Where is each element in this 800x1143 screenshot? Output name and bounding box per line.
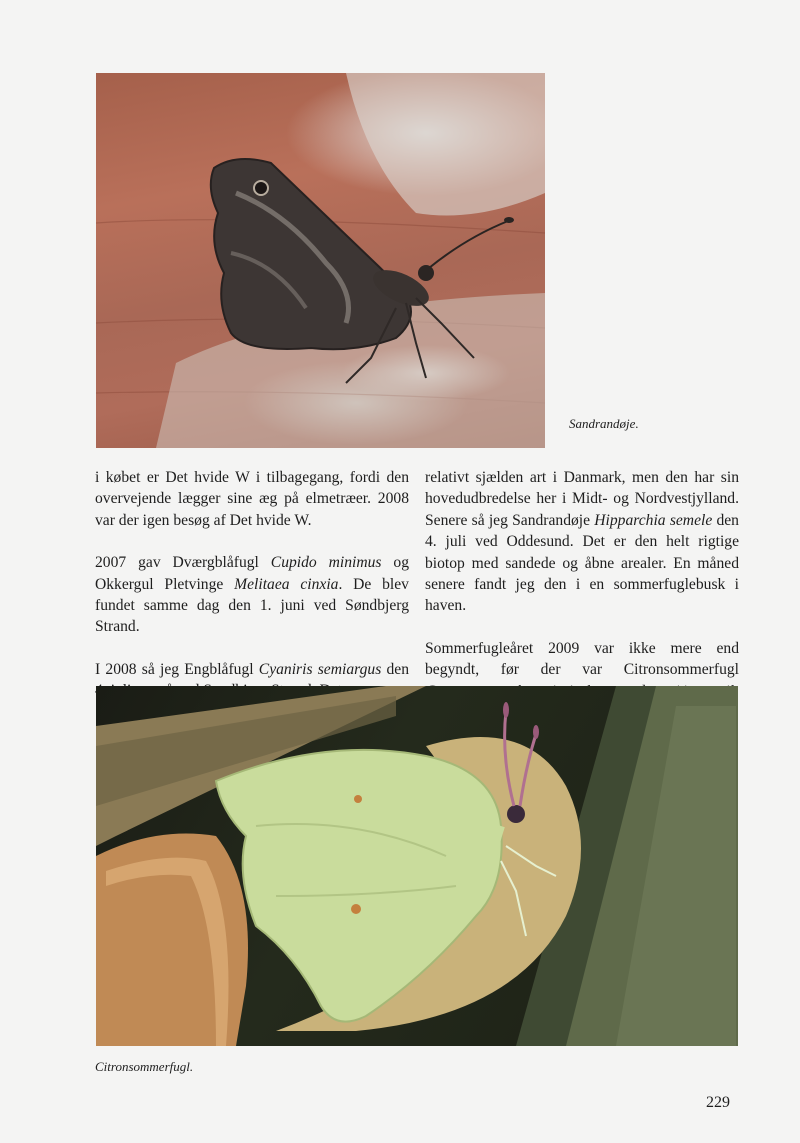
species-name: Melitaea cinxia [234, 575, 339, 593]
brimstone-photo [96, 686, 738, 1046]
grayling-photo [96, 73, 545, 448]
species-name: Cupido minimus [270, 554, 382, 572]
brimstone-caption: Citronsommerfugl. [95, 1059, 194, 1074]
paragraph [95, 552, 409, 638]
species-name: Cyaniris semiargus [258, 660, 382, 678]
grayling-caption: Sandrandøje. [569, 416, 639, 431]
text: Sommerfugleåret 2009 var ikke mere end begyndt, før der var Citronsommerfugl [425, 639, 739, 679]
brimstone-illustration [96, 686, 738, 1046]
species-name: Hipparchia semele [594, 511, 713, 529]
text: og Okkergul Pletvinge [95, 554, 409, 593]
grayling-illustration [96, 73, 545, 448]
left-text-column [95, 467, 409, 723]
text: 2007 gav Dværgblåfugl [95, 554, 271, 572]
paragraph: i købet er Det hvide W i tilbagegang, fordi den overvejende lægger sine æg på elmetræer. 2008 var der igen besøg af Det hvide W. [95, 469, 409, 529]
text: den [386, 660, 409, 678]
text: den 4. juli ved Oddesund. Det er den helt rigtige biotop med sandede og åbne arealer. En måned senere fandt jeg den i en sommerfuglebusk i haven. [425, 511, 739, 615]
text: . De blev fundet samme dag den 1. juni ved Søndbjerg Strand. [95, 575, 409, 636]
page-number: 229 [706, 1094, 730, 1111]
text: relativt sjælden art i Danmark, men den har sin hovedudbredelse her i Midt- og Nordvestjylland. Senere så jeg Sandrandøje [425, 469, 739, 529]
text: I 2008 så jeg Engblåfugl [95, 660, 259, 678]
paragraph [425, 467, 739, 617]
